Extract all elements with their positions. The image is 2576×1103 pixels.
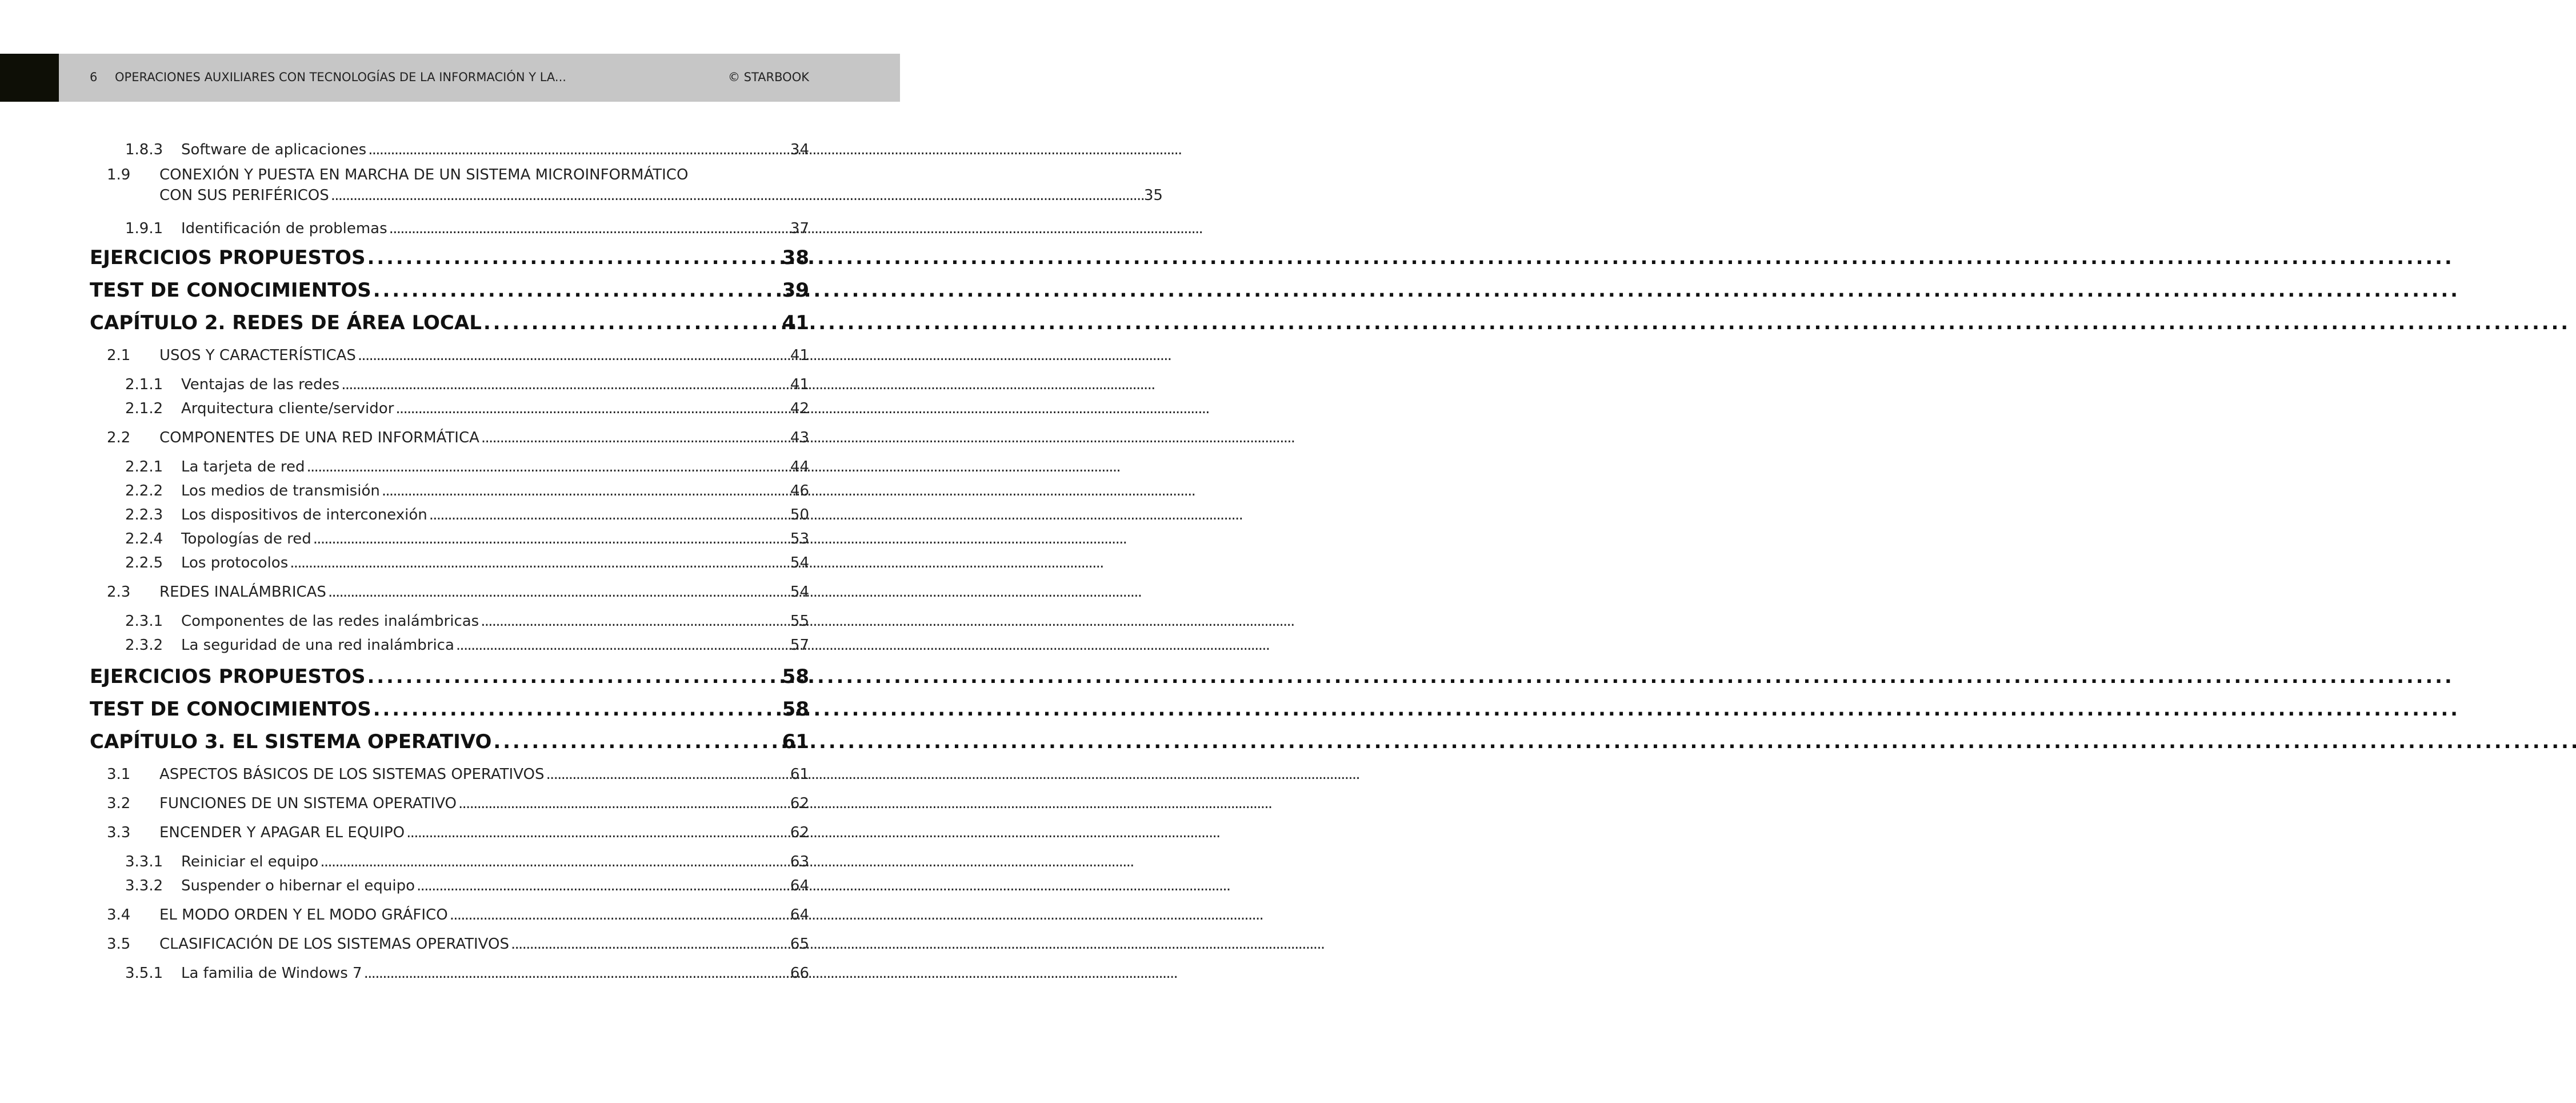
toc-entry-page: 39	[782, 279, 809, 302]
toc-entry-title: CAPÍTULO 3. EL SISTEMA OPERATIVO	[90, 730, 492, 753]
toc-entry-number: 2.2.5	[125, 554, 163, 572]
toc-entry-number: 2.2	[107, 429, 131, 446]
dot-leader	[493, 729, 780, 754]
toc-section-entry[interactable]	[90, 905, 809, 925]
toc-section-entry[interactable]	[90, 822, 809, 843]
toc-section-entry[interactable]	[90, 764, 809, 785]
dot-leader	[417, 876, 789, 896]
dot-leader	[450, 905, 789, 925]
toc-subsection-entry[interactable]	[90, 876, 809, 896]
toc-entry-title: REDES INALÁMBRICAS	[159, 584, 326, 601]
toc-subsection-entry[interactable]	[90, 374, 809, 395]
dot-leader	[367, 664, 781, 689]
toc-entry-page: 41	[782, 311, 809, 334]
toc-entry-title: ASPECTOS BÁSICOS DE LOS SISTEMAS OPERATIVOS	[159, 766, 545, 783]
toc-entry-number: 3.5	[107, 936, 131, 953]
toc-entry-title: USOS Y CARACTERÍSTICAS	[159, 347, 356, 364]
toc-entry-number: 2.2.4	[125, 530, 163, 547]
dot-leader	[358, 345, 789, 366]
toc-entry-title: EJERCICIOS PROPUESTOS	[90, 665, 366, 688]
toc-entry-number: 3.4	[107, 906, 131, 924]
toc-entry-page: 66	[790, 965, 809, 982]
toc-entry-page: 55	[790, 613, 809, 630]
toc-entry-number: 2.1	[107, 347, 131, 364]
toc-subsection-entry[interactable]	[90, 457, 809, 477]
toc-entry-title: CLASIFICACIÓN DE LOS SISTEMAS OPERATIVOS	[159, 936, 509, 953]
toc-entry-page: 41	[790, 347, 809, 364]
toc-entry-page: 65	[790, 936, 809, 953]
toc-entry-number: 3.3	[107, 824, 131, 841]
toc-chapter-entry[interactable]	[90, 278, 809, 303]
toc-chapter-entry[interactable]	[90, 697, 809, 722]
toc-entry-title: FUNCIONES DE UN SISTEMA OPERATIVO	[159, 795, 457, 812]
toc-entry-page: 54	[790, 554, 809, 572]
dot-leader	[328, 582, 789, 602]
dot-leader	[368, 139, 789, 160]
toc-entry-title: Suspender o hibernar el equipo	[181, 877, 415, 894]
toc-entry-page: 61	[782, 730, 809, 753]
toc-entry-number: 3.3.1	[125, 853, 163, 870]
toc-subsection-entry[interactable]	[90, 505, 809, 525]
toc-entry-number: 3.2	[107, 795, 131, 812]
toc-entry-page: 58	[782, 665, 809, 688]
toc-entry-title: TEST DE CONOCIMIENTOS	[90, 279, 371, 302]
toc-entry-title: La seguridad de una red inalámbrica	[181, 637, 454, 654]
toc-entry-page: 42	[790, 400, 809, 417]
toc-entry-number: 2.3	[107, 584, 131, 601]
toc-subsection-entry[interactable]	[90, 481, 809, 501]
toc-section-entry[interactable]	[90, 345, 809, 366]
toc-entry-page: 64	[790, 906, 809, 924]
toc-subsection-entry[interactable]	[90, 529, 809, 549]
dot-leader	[373, 278, 781, 303]
toc-entry-page: 50	[790, 506, 809, 523]
toc-entry-number: 2.1.1	[125, 376, 163, 393]
toc-entry-page: 43	[790, 429, 809, 446]
toc-subsection-entry[interactable]	[90, 398, 809, 419]
toc-section-entry[interactable]	[90, 582, 809, 602]
dot-leader	[429, 505, 789, 525]
toc-chapter-entry[interactable]	[90, 729, 809, 754]
toc-entry-title: EL MODO ORDEN Y EL MODO GRÁFICO	[159, 906, 448, 924]
toc-entry-page: 57	[790, 637, 809, 654]
toc-subsection-entry[interactable]	[90, 635, 809, 656]
toc-entry-page: 63	[790, 853, 809, 870]
dot-leader	[395, 398, 789, 419]
toc-entry-page: 54	[790, 584, 809, 601]
toc-entry-title: Reiniciar el equipo	[181, 853, 319, 870]
header-publisher: © STARBOOK	[727, 70, 809, 84]
toc-subsection-entry[interactable]	[90, 852, 809, 872]
dot-leader	[373, 697, 781, 722]
toc-entry-number: 2.3.2	[125, 637, 163, 654]
dot-leader	[458, 793, 789, 814]
dot-leader	[331, 185, 1142, 206]
toc-entry-title: COMPONENTES DE UNA RED INFORMÁTICA	[159, 429, 479, 446]
toc-entry-title: Los protocolos	[181, 554, 289, 572]
dot-leader	[367, 245, 781, 270]
toc-chapter-entry[interactable]	[90, 310, 809, 335]
toc-entry-title: Identificación de problemas	[181, 220, 387, 237]
toc-entry-number: 3.1	[107, 766, 131, 783]
toc-entry-title: Software de aplicaciones	[181, 141, 367, 158]
dot-leader	[511, 934, 789, 954]
toc-entry-number: 2.3.1	[125, 613, 163, 630]
toc-entry-title: Arquitectura cliente/servidor	[181, 400, 394, 417]
toc-section-entry[interactable]	[90, 427, 809, 448]
toc-entry-page: 62	[790, 795, 809, 812]
toc-chapter-entry[interactable]	[90, 245, 809, 270]
toc-entry-title: ENCENDER Y APAGAR EL EQUIPO	[159, 824, 405, 841]
toc-entry-page: 37	[790, 220, 809, 237]
toc-entry-title: EJERCICIOS PROPUESTOS	[90, 246, 366, 269]
toc-section-entry[interactable]	[90, 165, 1163, 206]
toc-entry-number: 3.5.1	[125, 965, 163, 982]
dot-leader	[313, 529, 789, 549]
dot-leader	[483, 310, 781, 335]
toc-entry-page: 41	[790, 376, 809, 393]
toc-entry-page: 35	[1143, 187, 1163, 204]
toc-entry-number: 3.3.2	[125, 877, 163, 894]
toc-entry-page: 34	[790, 141, 809, 158]
toc-subsection-entry[interactable]	[90, 218, 809, 239]
toc-entry-title-continued: CON SUS PERIFÉRICOS	[159, 187, 329, 204]
toc-entry-page: 44	[790, 458, 809, 475]
toc-subsection-entry[interactable]	[90, 611, 809, 632]
toc-entry-number: 2.1.2	[125, 400, 163, 417]
dot-leader	[382, 481, 789, 501]
toc-section-entry[interactable]	[90, 934, 809, 954]
toc-subsection-entry[interactable]	[90, 553, 809, 573]
toc-entry-number: 2.2.3	[125, 506, 163, 523]
dot-leader	[364, 963, 789, 984]
header-page-number: 6	[90, 70, 98, 84]
toc-entry-title: La familia de Windows 7	[181, 965, 362, 982]
header-book-title: OPERACIONES AUXILIARES CON TECNOLOGÍAS DE LA INFORMACIÓN Y LA...	[115, 70, 566, 84]
toc-section-entry[interactable]	[90, 793, 809, 814]
dot-leader	[320, 852, 789, 872]
toc-entry-page: 61	[790, 766, 809, 783]
dot-leader	[481, 611, 789, 632]
toc-entry-page: 62	[790, 824, 809, 841]
toc-entry-number: 2.2.2	[125, 482, 163, 499]
toc-entry-title: CAPÍTULO 2. REDES DE ÁREA LOCAL	[90, 311, 482, 334]
toc-entry-number: 1.9	[107, 166, 131, 183]
toc-entry-page: 46	[790, 482, 809, 499]
toc-entry-page: 58	[782, 698, 809, 721]
dot-leader	[546, 764, 789, 785]
toc-entry-title: TEST DE CONOCIMIENTOS	[90, 698, 371, 721]
toc-entry-number: 1.9.1	[125, 220, 163, 237]
toc-chapter-entry[interactable]	[90, 664, 809, 689]
header-black-block	[0, 54, 59, 102]
dot-leader	[290, 553, 789, 573]
toc-entry-page: 38	[782, 246, 809, 269]
toc-entry-title: Componentes de las redes inalámbricas	[181, 613, 479, 630]
dot-leader	[481, 427, 789, 448]
toc-entry-page: 64	[790, 877, 809, 894]
toc-entry-title: Los dispositivos de interconexión	[181, 506, 427, 523]
toc-subsection-entry[interactable]	[90, 963, 809, 984]
dot-leader	[406, 822, 789, 843]
toc-entry-number: 1.8.3	[125, 141, 163, 158]
dot-leader	[389, 218, 789, 239]
toc-entry-page: 53	[790, 530, 809, 547]
toc-subsection-entry[interactable]	[90, 139, 809, 160]
dot-leader	[341, 374, 789, 395]
toc-entry-title: Ventajas de las redes	[181, 376, 340, 393]
dot-leader	[456, 635, 789, 656]
toc-entry-number: 2.2.1	[125, 458, 163, 475]
toc-entry-title: Topologías de red	[181, 530, 311, 547]
toc-entry-title: CONEXIÓN Y PUESTA EN MARCHA DE UN SISTEMA MICROINFORMÁTICO	[159, 166, 689, 183]
toc-entry-title: La tarjeta de red	[181, 458, 305, 475]
toc-entry-title: Los medios de transmisión	[181, 482, 380, 499]
dot-leader	[307, 457, 789, 477]
